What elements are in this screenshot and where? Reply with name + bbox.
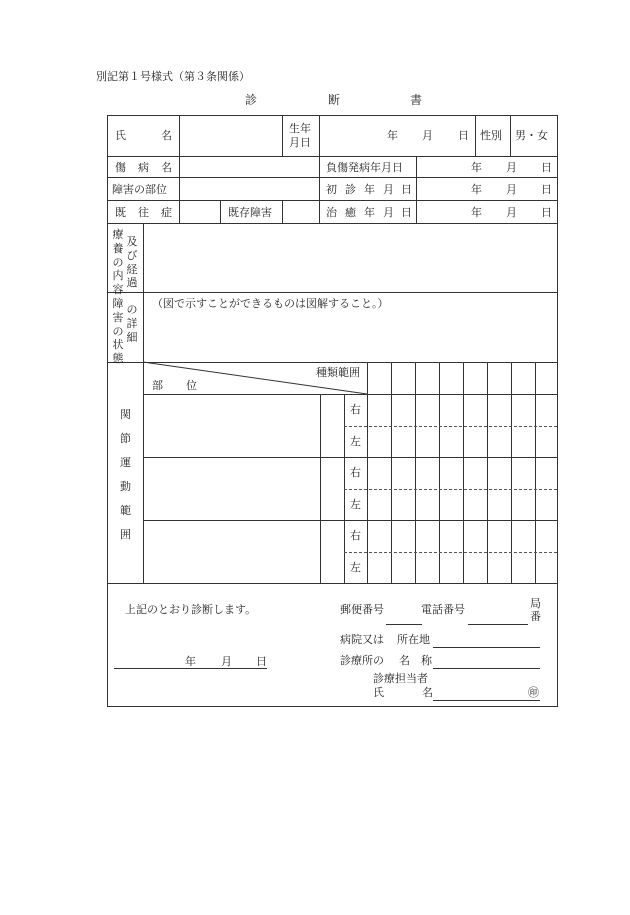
cure-month: 月: [506, 206, 517, 219]
disease-label-1: 傷: [115, 161, 126, 174]
treatment-label-col2: 及び経過: [126, 235, 138, 290]
rom-left-1: 左: [350, 435, 361, 448]
doctor-name-line: [433, 700, 540, 701]
first-visit-4: 月: [383, 183, 394, 196]
clinic-name-a: 名: [399, 654, 410, 667]
hospital-prefix: 病院又は: [340, 633, 384, 646]
first-visit-day: 日: [541, 183, 552, 196]
rom-left-3: 左: [350, 561, 361, 574]
history-label-2: 往: [138, 206, 149, 219]
postal-line: [386, 624, 422, 625]
bureau-bottom: 番: [530, 610, 541, 623]
rom-diag-top: 種類範囲: [316, 366, 360, 379]
onset-month: 月: [506, 161, 517, 174]
cure-day: 日: [541, 206, 552, 219]
bureau-top: 局: [530, 597, 541, 610]
disease-label-2: 病: [138, 161, 149, 174]
date-line: [114, 668, 267, 669]
cure-date-3: 年: [364, 206, 375, 219]
detail-label-col1: 障害の状態: [112, 297, 124, 365]
history-label-1: 既: [115, 206, 126, 219]
rom-diag-bottom-1: 部: [152, 379, 163, 392]
birth-day: 日: [458, 129, 469, 142]
cure-year: 年: [471, 206, 482, 219]
first-visit-year: 年: [471, 183, 482, 196]
disease-label-3: 名: [161, 161, 172, 174]
rom-right-3: 右: [350, 529, 361, 542]
clinic-name-line: [433, 668, 540, 669]
first-visit-3: 年: [364, 183, 375, 196]
phone-label: 電話番号: [421, 603, 465, 616]
rom-side-2: 節: [120, 432, 131, 445]
rom-side-4: 動: [120, 480, 131, 493]
detail-label-col2: の詳細: [126, 303, 138, 344]
rom-diag-bottom-2: 位: [186, 379, 197, 392]
seal-mark: ㊞: [528, 686, 539, 699]
form-number: 別記第１号様式（第３条関係）: [96, 70, 250, 83]
title-char-2: 断: [328, 93, 341, 107]
rom-side-6: 囲: [120, 528, 131, 541]
birth-year: 年: [387, 129, 398, 142]
doctor-in-charge: 診療担当者: [373, 672, 428, 685]
cure-date-2: 癒: [345, 206, 356, 219]
first-visit-month: 月: [506, 183, 517, 196]
first-visit-5: 日: [401, 183, 412, 196]
location-label: 所在地: [397, 633, 430, 646]
phone-line: [468, 624, 528, 625]
sex-label: 性別: [480, 129, 502, 142]
cure-date-1: 治: [326, 206, 337, 219]
rom-right-1: 右: [350, 403, 361, 416]
title-char-3: 書: [410, 93, 423, 107]
onset-day: 日: [541, 161, 552, 174]
doctor-name-b: 名: [422, 686, 433, 699]
existing-disability-label: 既存障害: [228, 206, 272, 219]
location-line: [433, 647, 540, 648]
rom-side-5: 範: [120, 504, 131, 517]
clinic-prefix: 診療所の: [340, 654, 384, 667]
postal-label: 郵便番号: [340, 603, 384, 616]
treatment-label-col1: 療養の内容: [112, 228, 124, 296]
statement: 上記のとおり診断します。: [125, 603, 257, 616]
name-label-2: 名: [161, 129, 172, 142]
rom-side-3: 運: [120, 456, 131, 469]
first-visit-2: 診: [345, 183, 356, 196]
footer-day: 日: [256, 655, 267, 668]
sex-options: 男・女: [515, 129, 548, 142]
cure-date-4: 月: [383, 206, 394, 219]
rom-left-2: 左: [350, 498, 361, 511]
detail-note: （図で示すことができるものは図解すること。）: [152, 297, 389, 310]
rom-right-2: 右: [350, 466, 361, 479]
onset-label: 負傷発病年月日: [326, 161, 403, 174]
cure-date-5: 日: [401, 206, 412, 219]
clinic-name-b: 称: [421, 654, 432, 667]
title-char-1: 診: [245, 93, 258, 107]
first-visit-1: 初: [326, 183, 337, 196]
footer-month: 月: [221, 655, 232, 668]
doctor-name-a: 氏: [373, 686, 384, 699]
onset-year: 年: [471, 161, 482, 174]
birth-label-bottom: 月日: [289, 136, 311, 149]
name-label-1: 氏: [115, 129, 126, 142]
disability-part-label: 障害の部位: [112, 183, 167, 196]
footer-year: 年: [185, 655, 196, 668]
birth-month: 月: [422, 129, 433, 142]
history-label-3: 症: [161, 206, 172, 219]
rom-side-1: 関: [120, 408, 131, 421]
birth-label-top: 生年: [289, 122, 311, 135]
